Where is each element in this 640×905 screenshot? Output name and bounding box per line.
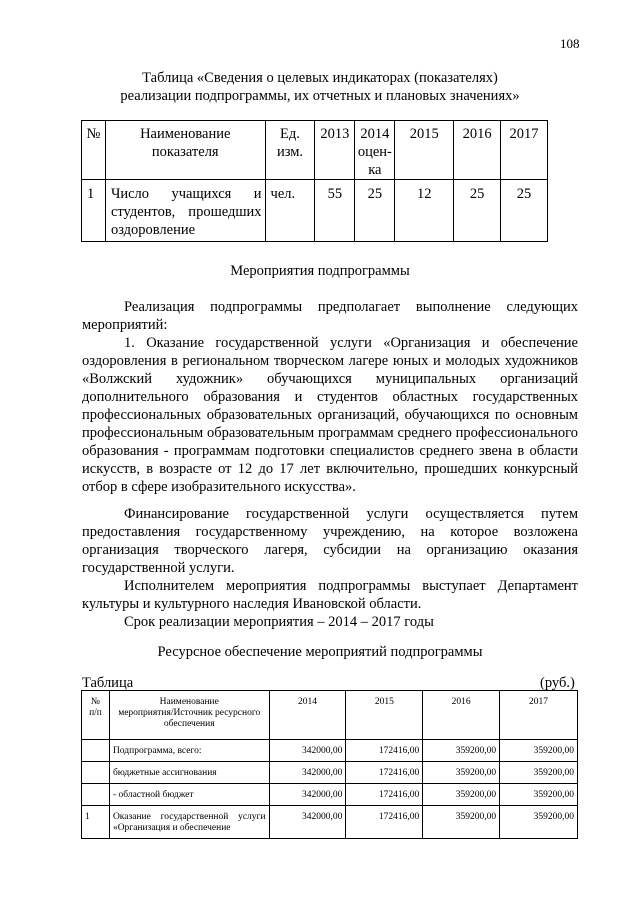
header-2014-line2: оцен- xyxy=(357,144,392,160)
t2-row-2014: 342000,00 xyxy=(269,806,346,839)
table-row xyxy=(82,784,578,806)
t2-row-2014: 342000,00 xyxy=(269,784,346,806)
header-name xyxy=(105,121,265,180)
table2-header-row xyxy=(82,691,578,740)
table2-title: Ресурсное обеспечение мероприятий подпрограммы xyxy=(157,644,483,660)
t2-header-num-line2: п/п xyxy=(89,708,102,718)
resource-table xyxy=(81,690,578,839)
header-unit xyxy=(265,121,315,180)
t2-row-2016: 359200,00 xyxy=(423,740,500,762)
t2-row-num xyxy=(82,762,110,784)
t2-header-2014: 2014 xyxy=(269,691,346,740)
table2-unit: (руб.) xyxy=(540,675,575,691)
t2-row-name: - областной бюджет xyxy=(109,784,269,806)
page-number: 108 xyxy=(560,36,580,51)
header-2017: 2017 xyxy=(501,121,548,180)
t2-row-2014: 342000,00 xyxy=(269,740,346,762)
row-2016: 25 xyxy=(454,180,501,242)
row-2013: 55 xyxy=(315,180,355,242)
row-name-line1: Число учащихся и xyxy=(110,186,262,202)
t2-row-name: Подпрограмма, всего: xyxy=(109,740,269,762)
t2-row-num: 1 xyxy=(82,806,110,839)
t2-header-num-line1: № xyxy=(90,697,100,707)
t2-row-name: бюджетные ассигнования xyxy=(109,762,269,784)
header-2015: 2015 xyxy=(395,121,454,180)
paragraph-financing: Финансирование государственной услуги осуществляется путем предоставления государственному учреждению, на которое возложена организация творческого лагеря, субсидии на организацию оказания государственной услуги. xyxy=(82,506,578,576)
t2-header-name-line1: Наименование xyxy=(159,697,219,707)
header-2014-line3: ка xyxy=(368,162,382,178)
row-unit: чел. xyxy=(265,180,315,242)
paragraph-item-1: 1. Оказание государственной услуги «Организация и обеспечение оздоровления в региональном творческом лагере юных и молодых художников «Волжский художник» обучающихся муниципальных организаций дополнительного образования и студентов областных государственных профессиональных образовательных организаций, обучающихся по основным профессиональным образовательным программам среднего профессионального образования - программам подготовки специалистов среднего звена в области искусств, в возрасте от 12 до 17 лет включительно, прошедших конкурсный отбор в сфере изобразительного искусства». xyxy=(82,335,578,495)
t2-row-2017: 359200,00 xyxy=(500,784,578,806)
header-2013: 2013 xyxy=(315,121,355,180)
t2-row-2017: 359200,00 xyxy=(500,806,578,839)
table-row xyxy=(82,806,578,839)
table-row xyxy=(82,180,548,242)
t2-row-num xyxy=(82,784,110,806)
header-unit-line1: Ед. xyxy=(280,126,300,142)
table-row xyxy=(82,762,578,784)
t2-header-name-line2: мероприятия/Источник ресурсного xyxy=(118,708,261,718)
t2-row-2017: 359200,00 xyxy=(500,740,578,762)
row-num: 1 xyxy=(82,180,106,242)
paragraph-term: Срок реализации мероприятия – 2014 – 2017 годы xyxy=(124,614,434,630)
header-2016: 2016 xyxy=(454,121,501,180)
table1-title-line2: реализации подпрограммы, их отчетных и плановых значениях» xyxy=(120,88,520,104)
table2-label: Таблица xyxy=(82,675,134,691)
table1-title-line1: Таблица «Сведения о целевых индикаторах (показателях) xyxy=(142,70,498,86)
paragraph-executor: Исполнителем мероприятия подпрограммы выступает Департамент культуры и культурного наследия Ивановской области. xyxy=(82,578,578,612)
row-name-line2: студентов, прошедших xyxy=(110,204,262,220)
row-2015: 12 xyxy=(395,180,454,242)
row-name xyxy=(105,180,265,242)
section-title: Мероприятия подпрограммы xyxy=(230,263,410,279)
t2-header-num xyxy=(82,691,110,740)
row-2017: 25 xyxy=(501,180,548,242)
t2-row-2016: 359200,00 xyxy=(423,762,500,784)
t2-row-2017: 359200,00 xyxy=(500,762,578,784)
t2-header-2015: 2015 xyxy=(346,691,423,740)
t2-row-2015: 172416,00 xyxy=(346,784,423,806)
t2-header-2016: 2016 xyxy=(423,691,500,740)
table1-header-row xyxy=(82,121,548,180)
t2-row-2015: 172416,00 xyxy=(346,762,423,784)
t2-row-2014: 342000,00 xyxy=(269,762,346,784)
header-2014 xyxy=(355,121,395,180)
header-name-line1: Наименование xyxy=(140,126,231,142)
row-2014: 25 xyxy=(355,180,395,242)
t2-row-2015: 172416,00 xyxy=(346,806,423,839)
header-name-line2: показателя xyxy=(151,144,219,160)
paragraph-intro: Реализация подпрограммы предполагает выполнение следующих мероприятий: xyxy=(82,299,578,333)
t2-row-2016: 359200,00 xyxy=(423,806,500,839)
t2-row-2015: 172416,00 xyxy=(346,740,423,762)
t2-header-name-line3: обеспечения xyxy=(163,719,215,729)
t2-header-2017: 2017 xyxy=(500,691,578,740)
t2-header-name xyxy=(109,691,269,740)
t2-row-name: Оказание государственной услуги «Организация и обеспечение xyxy=(109,806,269,839)
t2-row-num xyxy=(82,740,110,762)
header-2014-line1: 2014 xyxy=(360,126,390,142)
row-name-line3: оздоровление xyxy=(110,222,196,238)
header-unit-line2: изм. xyxy=(276,144,304,160)
indicators-table xyxy=(81,120,548,242)
table-row xyxy=(82,740,578,762)
t2-row-2016: 359200,00 xyxy=(423,784,500,806)
header-num: № xyxy=(82,121,106,180)
